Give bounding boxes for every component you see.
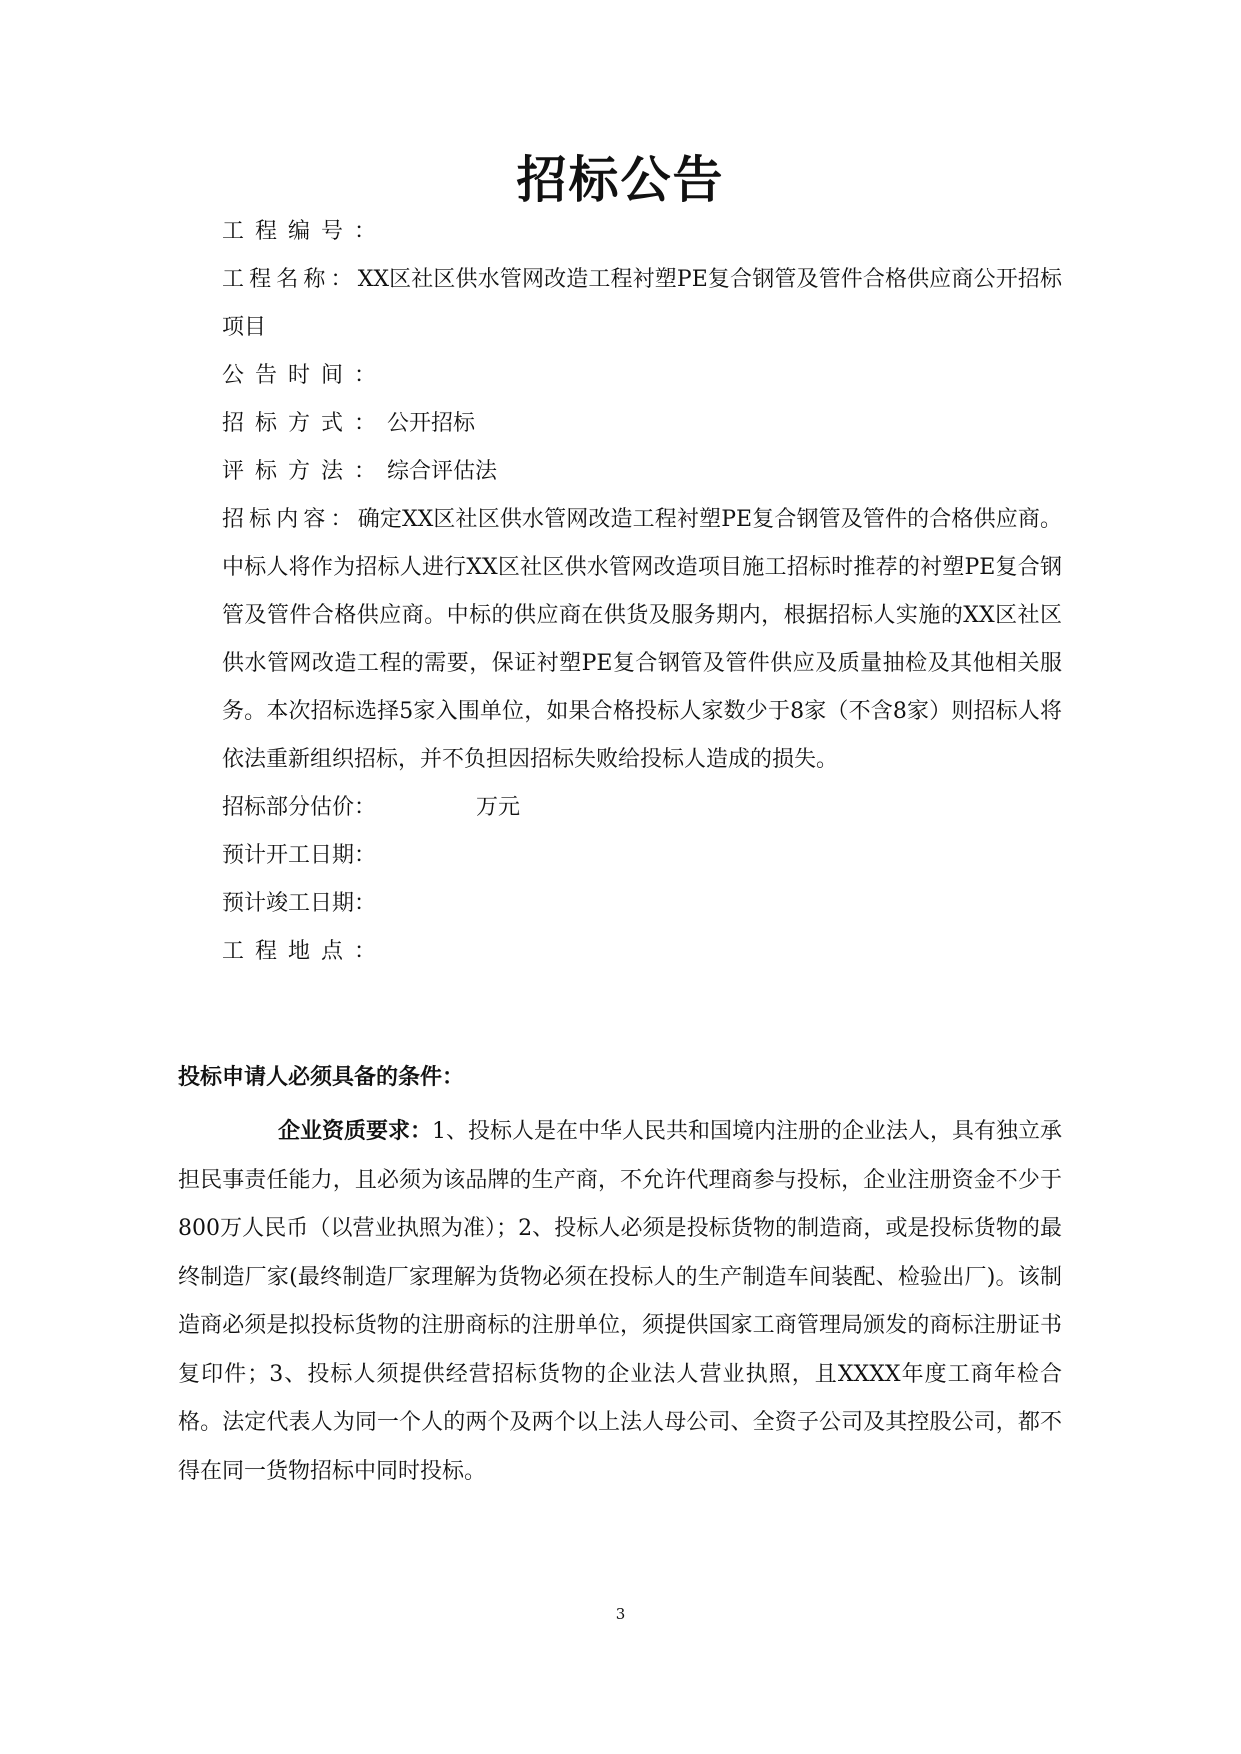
bidding-method-value: 公开招标	[387, 411, 476, 436]
project-name-row	[222, 256, 1062, 352]
document-title: 招标公告	[516, 151, 725, 209]
bidding-method-label: 招标方式：	[222, 411, 388, 436]
announcement-time-row	[222, 352, 1062, 400]
qualification-paragraph	[178, 1108, 1062, 1496]
project-number-label: 工程编号：	[222, 219, 388, 244]
estimated-price-unit: 万元	[476, 795, 521, 820]
project-name-value: XX区社区供水管网改造工程衬塑PE复合钢管及管件合格供应商公开招标项目	[222, 267, 1062, 340]
announcement-time-label: 公告时间：	[222, 363, 388, 388]
bidding-method-row	[222, 400, 1062, 448]
project-name-label: 工程名称：	[222, 267, 358, 292]
planned-completion-row	[222, 880, 1062, 928]
estimated-price-row	[222, 784, 1062, 832]
requirements-heading: 投标申请人必须具备的条件：	[178, 1065, 465, 1090]
bidding-content-row	[222, 496, 1062, 784]
project-location-label: 工程地点：	[222, 939, 388, 964]
qualification-text: 1、投标人是在中华人民共和国境内注册的企业法人，具有独立承担民事责任能力，且必须为该品牌的生产商，不允许代理商参与投标，企业注册资金不少于800万人民币（以营业执照为准）；2、投标人必须是投标货物的制造商，或是投标货物的最终制造厂家(最终制造厂家理解为货物必须在投标人的生产制造车间装配、检验出厂)。该制造商必须是拟投标货物的注册商标的注册单位，须提供国家工商管理局颁发的商标注册证书复印件；3、投标人须提供经营招标货物的企业法人营业执照，且XXXX年度工商年检合格。法定代表人为同一个人的两个及两个以上法人母公司、全资子公司及其控股公司，都不得在同一货物招标中同时投标。	[178, 1119, 1063, 1484]
qualification-label: 企业资质要求：	[278, 1119, 433, 1144]
bidding-content-value: 确定XX区社区供水管网改造工程衬塑PE复合钢管及管件的合格供应商。中标人将作为招标人进行XX区社区供水管网改造项目施工招标时推荐的衬塑PE复合钢管及管件合格供应商。中标的供应商在供货及服务期内，根据招标人实施的XX区社区供水管网改造工程的需要，保证衬塑PE复合钢管及管件供应及质量抽检及其他相关服务。本次招标选择5家入围单位，如果合格投标人家数少于8家（不含8家）则招标人将依法重新组织招标，并不负担因招标失败给投标人造成的损失。	[222, 507, 1062, 772]
evaluation-method-label: 评标方法：	[222, 459, 388, 484]
planned-start-label: 预计开工日期：	[222, 843, 377, 868]
project-number-row	[222, 208, 1062, 256]
page-number: 3	[615, 1605, 626, 1623]
estimated-price-label: 招标部分估价：	[222, 795, 377, 820]
planned-start-row	[222, 832, 1062, 880]
evaluation-method-value: 综合评估法	[387, 459, 498, 484]
evaluation-method-row	[222, 448, 1062, 496]
bidding-content-label: 招标内容：	[222, 507, 358, 532]
project-info-list	[222, 208, 1062, 976]
project-location-row	[222, 928, 1062, 976]
planned-completion-label: 预计竣工日期：	[222, 891, 377, 916]
